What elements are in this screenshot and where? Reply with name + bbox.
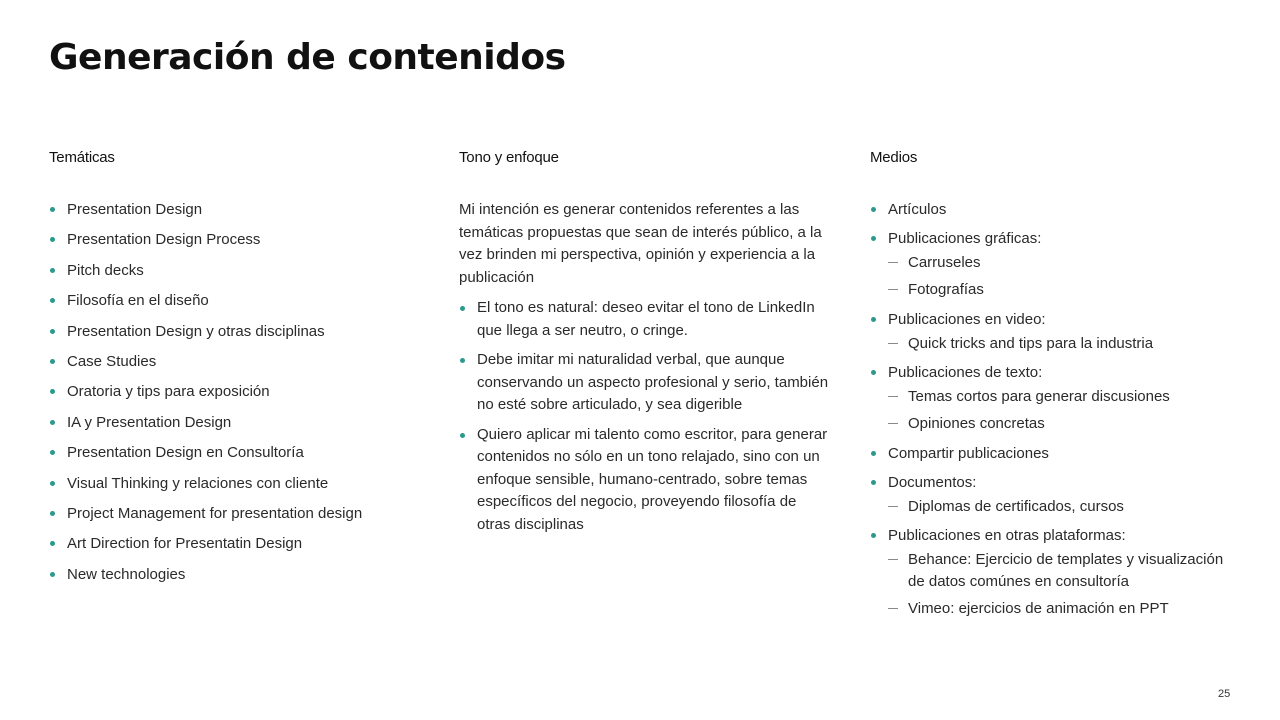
list-item — [49, 260, 429, 281]
sub-item-text: Fotografías — [908, 281, 984, 298]
sub-list — [888, 549, 1230, 619]
list-item — [870, 199, 1230, 220]
medios-list — [870, 199, 1230, 619]
bullet-icon — [871, 533, 876, 538]
tono-list — [459, 297, 829, 536]
list-item — [49, 290, 429, 311]
list-item-text: Visual Thinking y relaciones con cliente — [67, 474, 329, 492]
list-item — [870, 362, 1230, 435]
list-item — [459, 297, 829, 342]
tematicas-column — [49, 148, 429, 594]
list-item-text: Presentation Design y otras disciplinas — [67, 322, 325, 340]
dash-icon — [888, 396, 898, 397]
bullet-icon — [50, 511, 55, 516]
bullet-icon — [50, 237, 55, 242]
dash-icon — [888, 608, 898, 609]
sub-list-item — [888, 496, 1230, 518]
sub-item-text: Behance: Ejercicio de templates y visualización de datos comúnes en consultoría — [908, 551, 1224, 590]
list-item-text: Publicaciones gráficas: — [888, 230, 1042, 247]
dash-icon — [888, 559, 898, 560]
sub-item-text: Vimeo: ejercicios de animación en PPT — [908, 599, 1169, 617]
list-item-text: Publicaciones de texto: — [888, 364, 1043, 381]
list-item — [49, 351, 429, 372]
sub-list-item — [888, 279, 1230, 301]
list-item — [870, 309, 1230, 355]
bullet-icon — [50, 420, 55, 425]
sub-list-item — [888, 386, 1230, 408]
list-item — [49, 442, 429, 463]
sub-item-text: Temas cortos para generar discusiones — [908, 388, 1170, 405]
list-item-text: Documentos: — [888, 473, 977, 491]
sub-list-item — [888, 333, 1230, 355]
list-item-text: Case Studies — [67, 352, 157, 370]
list-item — [870, 472, 1230, 518]
list-item — [49, 321, 429, 342]
list-item — [49, 564, 429, 585]
bullet-icon — [871, 317, 876, 322]
list-item — [49, 229, 429, 250]
dash-icon — [888, 289, 898, 290]
bullet-icon — [460, 358, 465, 363]
dash-icon — [888, 343, 898, 344]
list-item-text: Presentation Design en Consultoría — [67, 444, 304, 462]
bullet-icon — [50, 298, 55, 303]
bullet-icon — [50, 389, 55, 394]
list-item — [459, 349, 829, 417]
list-item-text: Oratoria y tips para exposición — [67, 383, 270, 401]
list-item-text: El tono es natural: deseo evitar el tono de LinkedIn que llega a ser neutro, o cringe. — [477, 299, 815, 339]
list-item-text: Presentation Design — [67, 201, 203, 218]
bullet-icon — [50, 541, 55, 546]
bullet-icon — [871, 236, 876, 241]
list-item-text: New technologies — [67, 565, 186, 583]
bullet-icon — [460, 306, 465, 311]
list-item-text: Debe imitar mi naturalidad verbal, que aunque conservando un aspecto profesional y serio, también no esté sobre articulado, y sea digerible — [477, 351, 829, 413]
list-item — [49, 412, 429, 433]
sub-list — [888, 496, 1230, 518]
bullet-icon — [871, 370, 876, 375]
list-item — [49, 199, 429, 220]
bullet-icon — [50, 450, 55, 455]
list-item-text: Presentation Design Process — [67, 231, 261, 249]
list-item-text: Art Direction for Presentatin Design — [67, 535, 303, 553]
sub-list-item — [888, 598, 1230, 620]
list-item — [49, 473, 429, 494]
list-item — [459, 424, 829, 537]
medios-heading: Medios — [870, 149, 918, 166]
list-item-text: Artículos — [888, 201, 947, 218]
sub-item-text: Carruseles — [908, 254, 981, 271]
tono-column — [459, 148, 829, 543]
sub-list — [888, 386, 1230, 435]
sub-list-item — [888, 252, 1230, 274]
dash-icon — [888, 506, 898, 507]
sub-item-text: Diplomas de certificados, cursos — [908, 497, 1124, 515]
sub-item-text: Quick tricks and tips para la industria — [908, 334, 1154, 352]
bullet-icon — [871, 207, 876, 212]
list-item-text: Pitch decks — [67, 261, 144, 279]
list-item-text: Compartir publicaciones — [888, 444, 1049, 462]
list-item — [870, 443, 1230, 464]
list-item — [870, 525, 1230, 619]
bullet-icon — [50, 359, 55, 364]
tono-intro: Mi intención es generar contenidos referentes a las temáticas propuestas que sean de interés público, a la vez brinden mi perspectiva, opinión y experiencia a la publicación — [459, 201, 822, 286]
dash-icon — [888, 423, 898, 424]
tono-heading: Tono y enfoque — [459, 149, 559, 166]
bullet-icon — [50, 268, 55, 273]
slide-title: Generación de contenidos — [49, 37, 566, 78]
tematicas-list — [49, 199, 429, 585]
sub-list-item — [888, 413, 1230, 435]
sub-list-item — [888, 549, 1230, 592]
list-item-text: IA y Presentation Design — [67, 413, 232, 431]
bullet-icon — [871, 451, 876, 456]
bullet-icon — [460, 433, 465, 438]
page-number: 25 — [1218, 688, 1231, 700]
sub-list — [888, 333, 1230, 355]
list-item-text: Quiero aplicar mi talento como escritor, para generar contenidos no sólo en un tono relajado, sino con un enfoque sensible, humano-centrado, sobre temas específicos del negocio, proveyendo filosofía de otras disciplinas — [477, 425, 828, 533]
medios-column — [870, 148, 1230, 627]
list-item — [49, 381, 429, 402]
bullet-icon — [50, 572, 55, 577]
bullet-icon — [50, 329, 55, 334]
list-item — [49, 533, 429, 554]
sub-item-text: Opiniones concretas — [908, 415, 1045, 432]
bullet-icon — [50, 207, 55, 212]
list-item — [870, 228, 1230, 301]
list-item-text: Filosofía en el diseño — [67, 292, 209, 310]
sub-list — [888, 252, 1230, 301]
list-item-text: Publicaciones en video: — [888, 310, 1046, 328]
bullet-icon — [50, 481, 55, 486]
list-item-text: Project Management for presentation design — [67, 504, 363, 522]
list-item — [49, 503, 429, 524]
tematicas-heading: Temáticas — [49, 149, 115, 166]
dash-icon — [888, 262, 898, 263]
list-item-text: Publicaciones en otras plataformas: — [888, 527, 1126, 544]
bullet-icon — [871, 480, 876, 485]
